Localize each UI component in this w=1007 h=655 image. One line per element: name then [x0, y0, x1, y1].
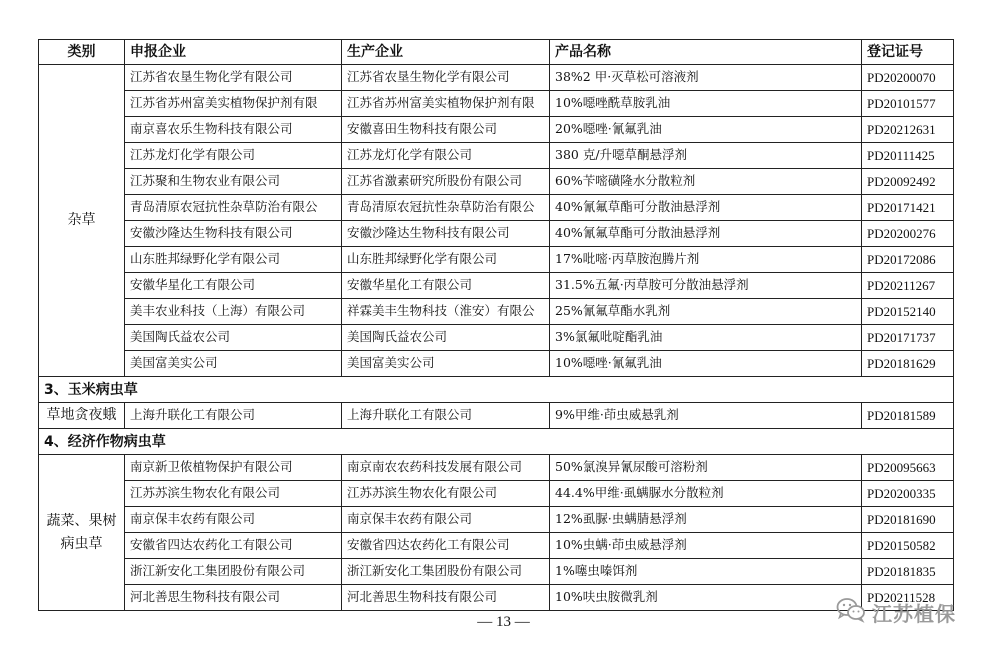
table-row [39, 247, 954, 273]
table-row [39, 325, 954, 351]
product-cell: 10%噁唑·氰氟乳油 [550, 351, 862, 377]
producer-cell: 美国陶氏益农公司 [342, 325, 550, 351]
table-row [39, 403, 954, 429]
producer-cell: 江苏省农垦生物化学有限公司 [342, 65, 550, 91]
header-category: 类别 [39, 40, 125, 65]
table-body [39, 65, 954, 611]
applicant-cell: 安徽沙隆达生物科技有限公司 [125, 221, 342, 247]
producer-cell: 江苏省苏州富美实植物保护剂有限 [342, 91, 550, 117]
applicant-cell: 美国富美实公司 [125, 351, 342, 377]
reg-number-cell: PD20200070 [862, 65, 954, 91]
producer-cell: 安徽省四达农药化工有限公司 [342, 533, 550, 559]
product-cell: 380 克/升噁草酮悬浮剂 [550, 143, 862, 169]
producer-cell: 安徽喜田生物科技有限公司 [342, 117, 550, 143]
reg-number-cell: PD20181629 [862, 351, 954, 377]
watermark [836, 592, 956, 632]
watermark-text: 江苏植保 [872, 601, 956, 626]
reg-number-cell: PD20171421 [862, 195, 954, 221]
applicant-cell: 江苏龙灯化学有限公司 [125, 143, 342, 169]
wechat-icon [836, 597, 866, 627]
section-heading: 3、玉米病虫草 [39, 377, 954, 403]
table-row [39, 143, 954, 169]
table-row [39, 559, 954, 585]
section-row [39, 377, 954, 403]
product-cell: 3%氯氟吡啶酯乳油 [550, 325, 862, 351]
applicant-cell: 南京新卫侬植物保护有限公司 [125, 455, 342, 481]
applicant-cell: 安徽华星化工有限公司 [125, 273, 342, 299]
applicant-cell: 南京保丰农药有限公司 [125, 507, 342, 533]
applicant-cell: 青岛清原农冠抗性杂草防治有限公 [125, 195, 342, 221]
table-row [39, 91, 954, 117]
reg-number-cell: PD20101577 [862, 91, 954, 117]
reg-number-cell: PD20200276 [862, 221, 954, 247]
header-applicant: 申报企业 [125, 40, 342, 65]
product-cell: 20%噁唑·氰氟乳油 [550, 117, 862, 143]
product-cell: 60%苄嘧磺隆水分散粒剂 [550, 169, 862, 195]
table-row [39, 117, 954, 143]
product-cell: 25%氰氟草酯水乳剂 [550, 299, 862, 325]
reg-number-cell: PD20212631 [862, 117, 954, 143]
product-cell: 1%噻虫嗪饵剂 [550, 559, 862, 585]
table-row [39, 65, 954, 91]
applicant-cell: 江苏苏滨生物农化有限公司 [125, 481, 342, 507]
producer-cell: 祥霖美丰生物科技（淮安）有限公 [342, 299, 550, 325]
reg-number-cell: PD20181690 [862, 507, 954, 533]
producer-cell: 青岛清原农冠抗性杂草防治有限公 [342, 195, 550, 221]
product-cell: 38%2 甲·灭草松可溶液剂 [550, 65, 862, 91]
reg-number-cell: PD20171737 [862, 325, 954, 351]
applicant-cell: 上海升联化工有限公司 [125, 403, 342, 429]
product-cell: 50%氯溴异氰尿酸可溶粉剂 [550, 455, 862, 481]
applicant-cell: 安徽省四达农药化工有限公司 [125, 533, 342, 559]
product-cell: 12%虱脲·虫螨腈悬浮剂 [550, 507, 862, 533]
table-row [39, 585, 954, 611]
applicant-cell: 江苏聚和生物农业有限公司 [125, 169, 342, 195]
table-row [39, 351, 954, 377]
category-cell: 草地贪夜蛾 [39, 403, 125, 429]
section-row [39, 429, 954, 455]
category-cell: 蔬菜、果树病虫草 [39, 455, 125, 611]
producer-cell: 南京南农农药科技发展有限公司 [342, 455, 550, 481]
reg-number-cell: PD20211528 [862, 585, 954, 611]
producer-cell: 南京保丰农药有限公司 [342, 507, 550, 533]
table-row [39, 299, 954, 325]
table-row [39, 533, 954, 559]
producer-cell: 浙江新安化工集团股份有限公司 [342, 559, 550, 585]
product-cell: 40%氰氟草酯可分散油悬浮剂 [550, 195, 862, 221]
applicant-cell: 南京喜农乐生物科技有限公司 [125, 117, 342, 143]
reg-number-cell: PD20200335 [862, 481, 954, 507]
product-cell: 10%噁唑酰草胺乳油 [550, 91, 862, 117]
reg-number-cell: PD20111425 [862, 143, 954, 169]
product-cell: 40%氰氟草酯可分散油悬浮剂 [550, 221, 862, 247]
reg-number-cell: PD20150582 [862, 533, 954, 559]
reg-number-cell: PD20095663 [862, 455, 954, 481]
producer-cell: 安徽华星化工有限公司 [342, 273, 550, 299]
product-cell: 17%吡嘧·丙草胺泡腾片剂 [550, 247, 862, 273]
producer-cell: 江苏省激素研究所股份有限公司 [342, 169, 550, 195]
table-row [39, 455, 954, 481]
product-cell: 31.5%五氟·丙草胺可分散油悬浮剂 [550, 273, 862, 299]
table-row [39, 481, 954, 507]
applicant-cell: 河北善思生物科技有限公司 [125, 585, 342, 611]
applicant-cell: 美丰农业科技（上海）有限公司 [125, 299, 342, 325]
header-reg-number: 登记证号 [862, 40, 954, 65]
reg-number-cell: PD20211267 [862, 273, 954, 299]
section-heading: 4、经济作物病虫草 [39, 429, 954, 455]
reg-number-cell: PD20092492 [862, 169, 954, 195]
table-header-row [39, 40, 954, 65]
page-number: — 13 — [477, 614, 530, 630]
producer-cell: 河北善思生物科技有限公司 [342, 585, 550, 611]
table-row [39, 273, 954, 299]
product-cell: 9%甲维·茚虫威悬乳剂 [550, 403, 862, 429]
applicant-cell: 浙江新安化工集团股份有限公司 [125, 559, 342, 585]
table-row [39, 195, 954, 221]
reg-number-cell: PD20152140 [862, 299, 954, 325]
reg-number-cell: PD20181835 [862, 559, 954, 585]
product-cell: 10%虫螨·茚虫威悬浮剂 [550, 533, 862, 559]
table-row [39, 507, 954, 533]
table-row [39, 221, 954, 247]
applicant-cell: 美国陶氏益农公司 [125, 325, 342, 351]
producer-cell: 山东胜邦绿野化学有限公司 [342, 247, 550, 273]
applicant-cell: 江苏省农垦生物化学有限公司 [125, 65, 342, 91]
registration-table [38, 39, 954, 611]
applicant-cell: 江苏省苏州富美实植物保护剂有限 [125, 91, 342, 117]
table-row [39, 169, 954, 195]
reg-number-cell: PD20181589 [862, 403, 954, 429]
reg-number-cell: PD20172086 [862, 247, 954, 273]
producer-cell: 美国富美实公司 [342, 351, 550, 377]
producer-cell: 江苏龙灯化学有限公司 [342, 143, 550, 169]
category-cell: 杂草 [39, 65, 125, 377]
header-producer: 生产企业 [342, 40, 550, 65]
producer-cell: 安徽沙隆达生物科技有限公司 [342, 221, 550, 247]
product-cell: 10%呋虫胺微乳剂 [550, 585, 862, 611]
header-product: 产品名称 [550, 40, 862, 65]
applicant-cell: 山东胜邦绿野化学有限公司 [125, 247, 342, 273]
producer-cell: 江苏苏滨生物农化有限公司 [342, 481, 550, 507]
producer-cell: 上海升联化工有限公司 [342, 403, 550, 429]
product-cell: 44.4%甲维·虱螨脲水分散粒剂 [550, 481, 862, 507]
